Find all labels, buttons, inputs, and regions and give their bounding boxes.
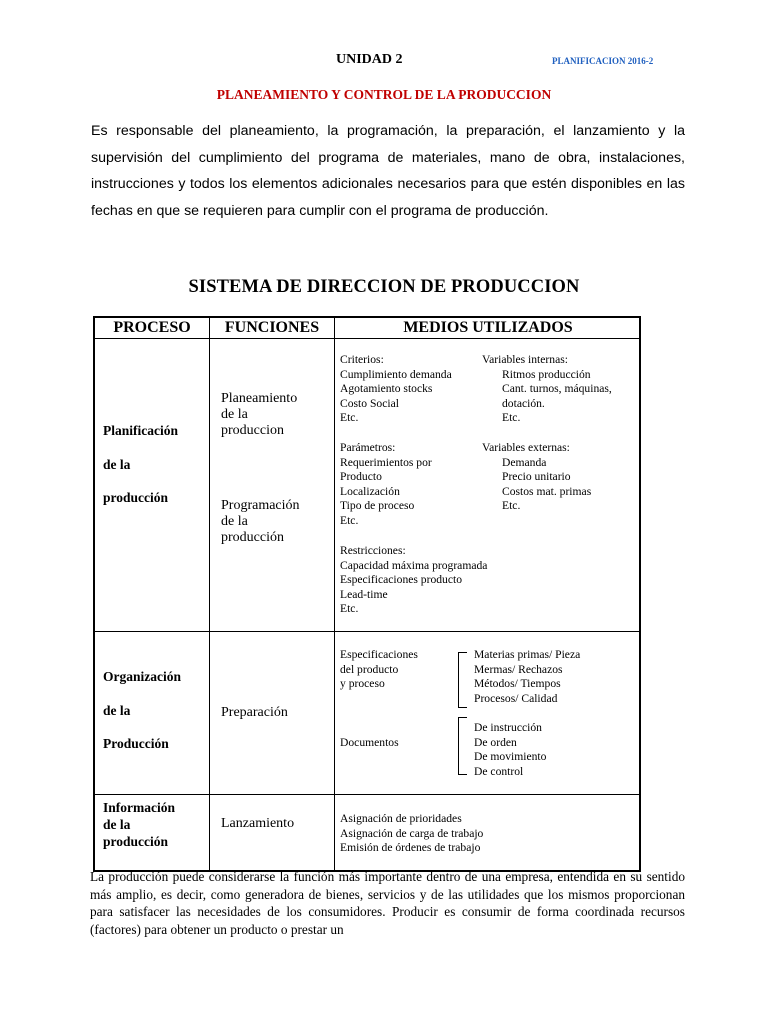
planning-label: PLANIFICACION 2016-2: [552, 56, 654, 66]
funcion-lanzamiento: Lanzamiento: [221, 816, 295, 831]
header-proceso: PROCESO: [113, 319, 191, 336]
production-system-table: [93, 316, 641, 872]
especificaciones-items: Materias primas/ Pieza Mermas/ Rechazos Métodos/ Tiempos Procesos/ Calidad: [474, 648, 581, 705]
row-divider: [95, 794, 639, 795]
unit-label: UNIDAD 2: [336, 52, 403, 67]
header-medios: MEDIOS UTILIZADOS: [403, 319, 573, 336]
documentos-label: Documentos: [340, 736, 399, 749]
especificaciones-bracket: [458, 652, 467, 708]
header-funciones: FUNCIONES: [224, 319, 320, 336]
row-divider: [95, 631, 639, 632]
variables-externas-list: Variables externas: Demanda Precio unitario Costos mat. primas Etc.: [482, 441, 592, 513]
proceso-organizacion: Organización de la Producción: [103, 669, 181, 752]
funcion-programacion: Programación de la producción: [221, 498, 300, 545]
intro-paragraph: Es responsable del planeamiento, la programación, la preparación, el lanzamiento y la supervisión del cumplimiento del programa de materiales, mano de obra, instalaciones, instrucciones y todos los elementos adicionales necesarios para que estén disponibles en las fechas en que se requieren para cumplir con el programa de producción.: [91, 123, 685, 219]
lanzamiento-medios: Asignación de prioridades Asignación de carga de trabajo Emisión de órdenes de trabajo: [340, 812, 484, 855]
system-title: SISTEMA DE DIRECCION DE PRODUCCION: [188, 277, 580, 297]
parametros-list: Parámetros: Requerimientos por Producto Localización Tipo de proceso Etc.: [340, 441, 432, 527]
especificaciones-label: Especificaciones del producto y proceso: [340, 648, 418, 691]
closing-paragraph: La producción puede considerarse la función más importante dentro de una empresa, entendida en su sentido más amplio, es decir, como generadora de bienes, servicios y de las utilidades que los mismos proporcionan para satisfacer las necesidades de los consumidores. Producir es consumir de forma coordinada recursos (factores) para obtener un producto o prestar un: [90, 869, 685, 937]
column-divider: [209, 318, 210, 870]
column-divider: [334, 318, 335, 870]
variables-internas-list: Variables internas: Ritmos producción Cant. turnos, máquinas, dotación. Etc.: [482, 353, 612, 425]
funcion-preparacion: Preparación: [221, 705, 288, 720]
funcion-planeamiento: Planeamiento de la produccion: [221, 391, 298, 438]
row-divider: [95, 338, 639, 339]
proceso-planificacion: Planificación de la producción: [103, 423, 178, 506]
documentos-items: De instrucción De orden De movimiento De control: [474, 721, 547, 778]
restricciones-list: Restricciones: Capacidad máxima programada Especificaciones producto Lead-time Etc.: [340, 544, 488, 616]
documentos-bracket: [458, 717, 467, 775]
page-title: PLANEAMIENTO Y CONTROL DE LA PRODUCCION: [216, 87, 552, 102]
proceso-informacion: Información de la producción: [103, 800, 175, 849]
criterios-list: Criterios: Cumplimiento demanda Agotamiento stocks Costo Social Etc.: [340, 353, 452, 425]
